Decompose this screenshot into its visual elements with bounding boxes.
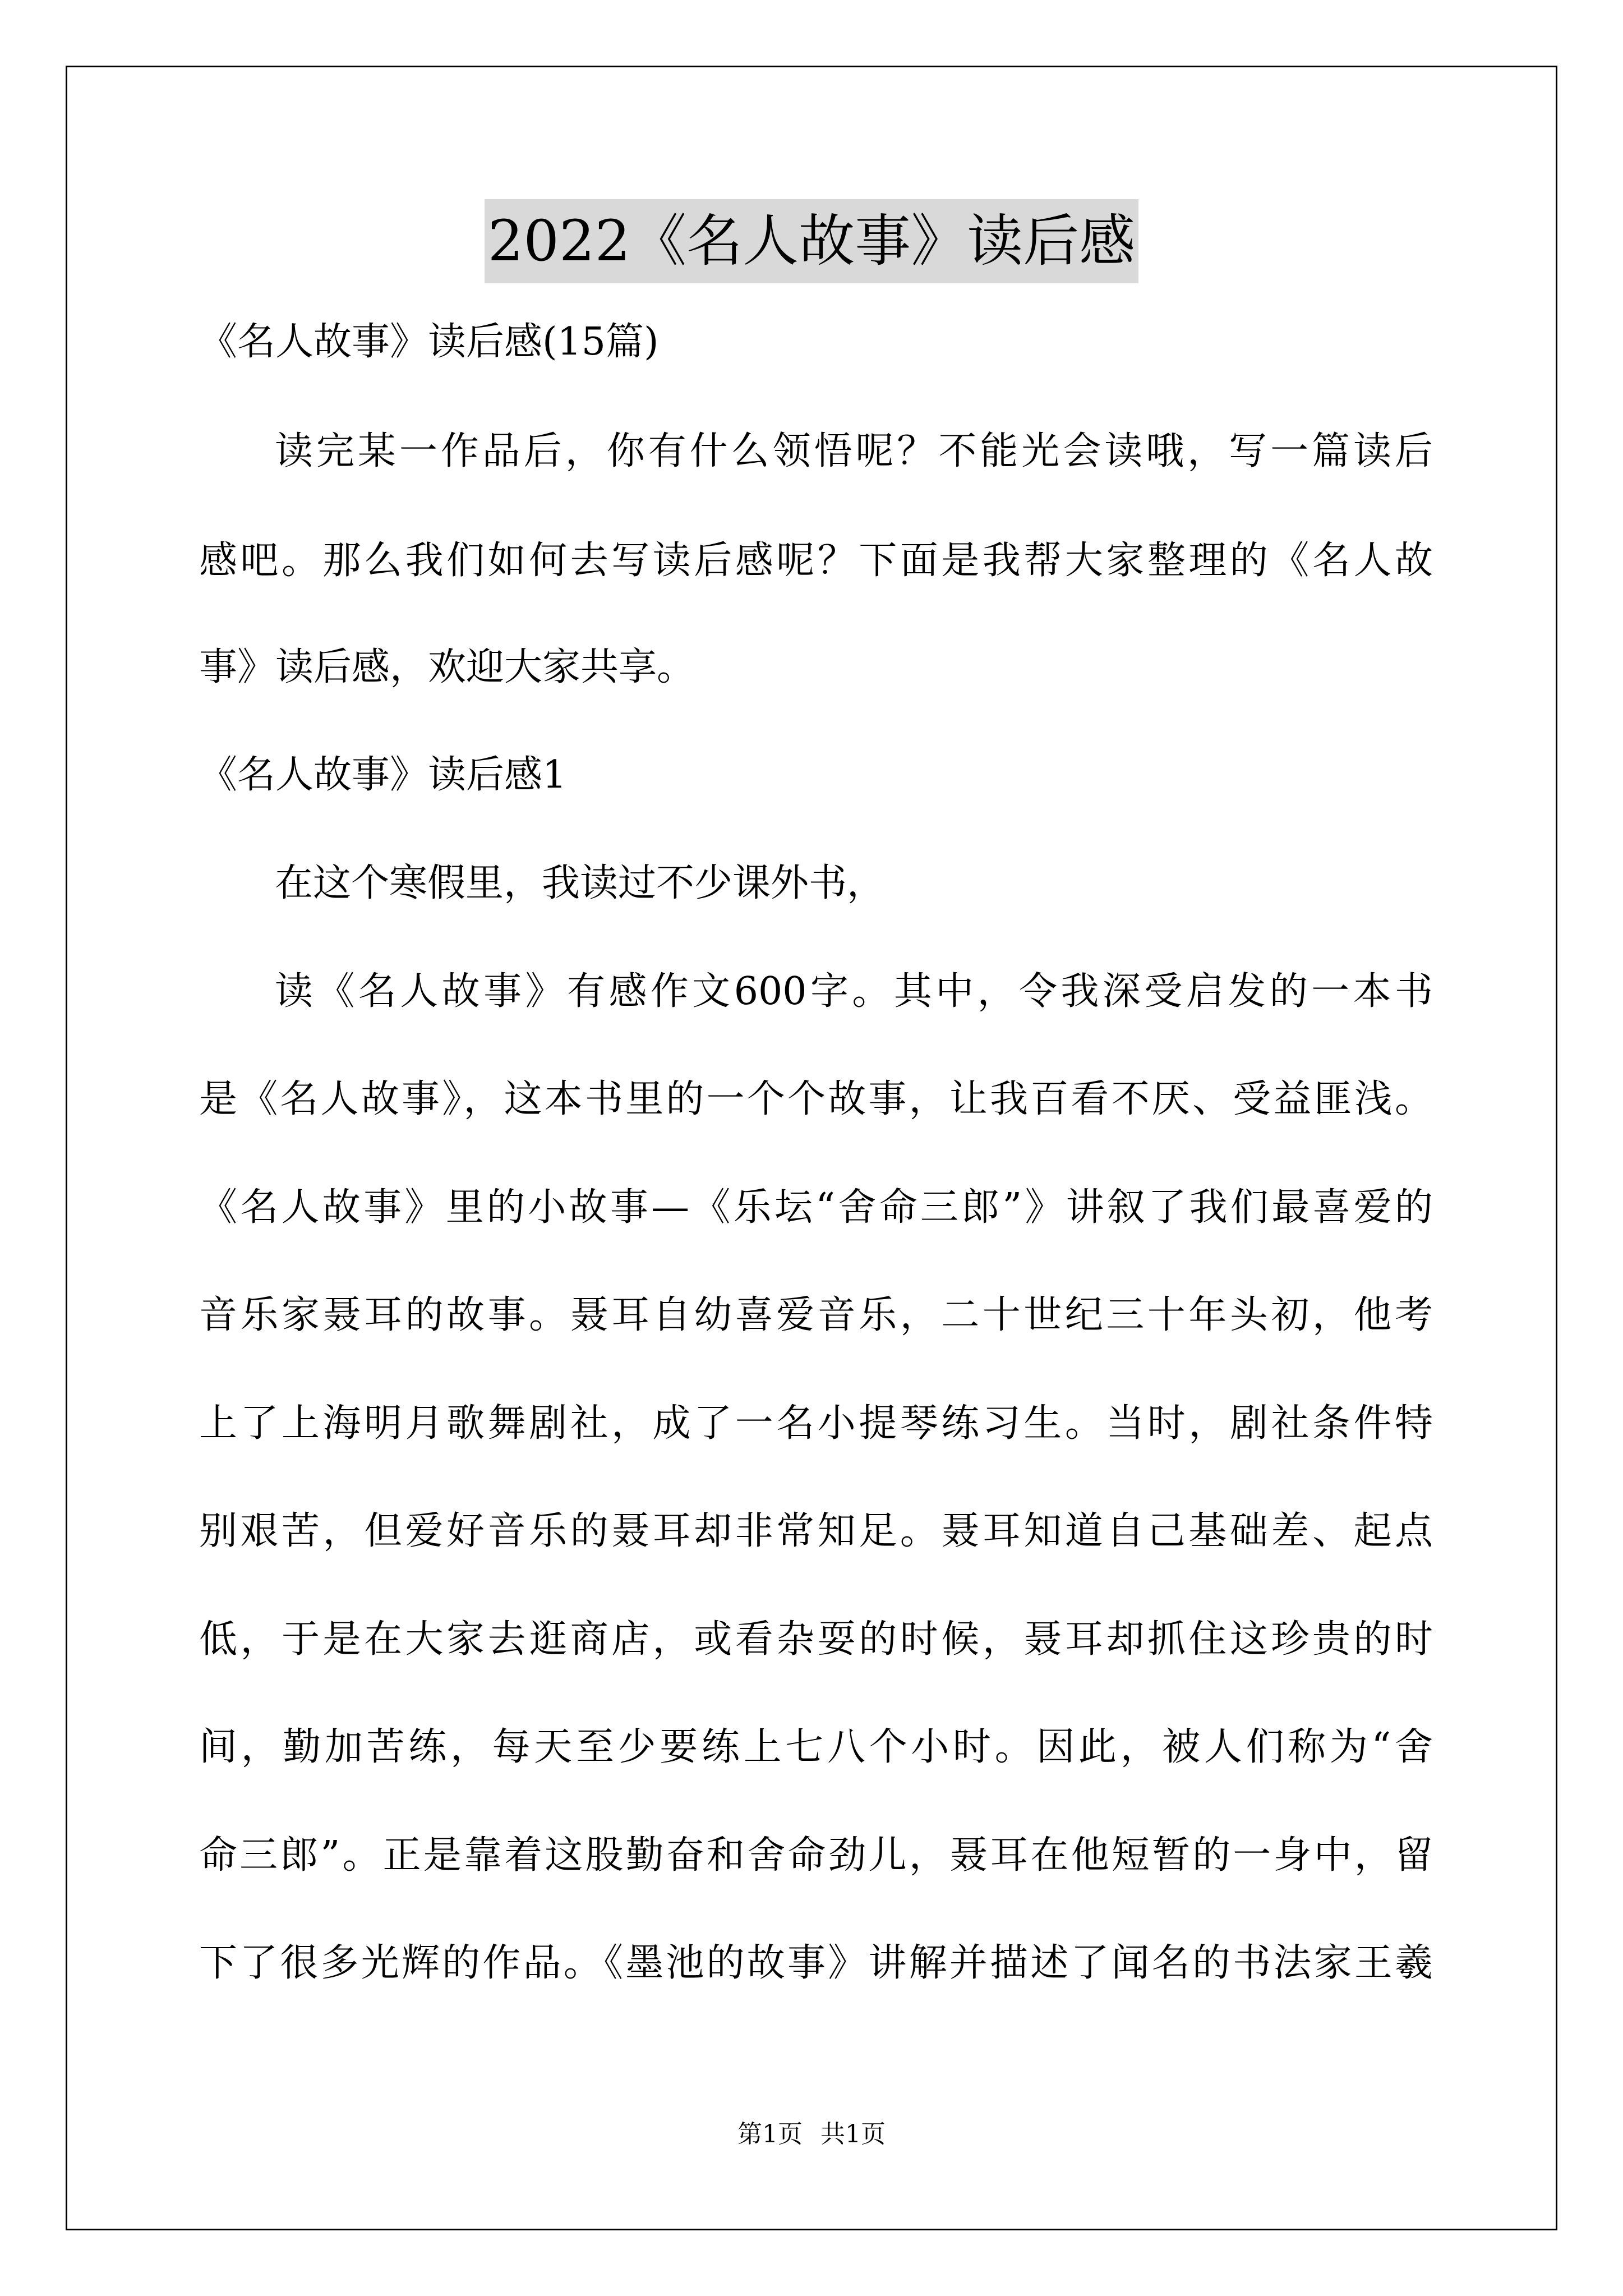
body-line-1: 在这个寒假里，我读过不少课外书， xyxy=(275,861,886,905)
intro-line-1: 读完某一作品后，你有什么领悟呢？不能光会读哦，写一篇读后 xyxy=(275,429,1433,473)
intro-line-3: 事》读后感，欢迎大家共享。 xyxy=(199,645,695,689)
document-subtitle: 《名人故事》读后感(15篇) xyxy=(199,320,659,364)
body-line-7: 别艰苦，但爱好音乐的聂耳却非常知足。聂耳知道自己基础差、起点 xyxy=(199,1509,1433,1553)
body-line-9: 间，勤加苦练，每天至少要练上七八个小时。因此，被人们称为“舍 xyxy=(199,1725,1433,1769)
body-line-11: 下了很多光辉的作品。《墨池的故事》讲解并描述了闻名的书法家王羲 xyxy=(199,1941,1433,1985)
page-number: 第1页 xyxy=(737,2120,803,2148)
body-line-3: 是《名人故事》，这本书里的一个个故事，让我百看不厌、受益匪浅。 xyxy=(199,1077,1433,1121)
body-line-4: 《名人故事》里的小故事—《乐坛“舍命三郎”》讲叙了我们最喜爱的 xyxy=(199,1185,1433,1230)
document-title: 2022《名人故事》读后感 xyxy=(485,199,1139,283)
body-line-8: 低，于是在大家去逛商店，或看杂耍的时候，聂耳却抓住这珍贵的时 xyxy=(199,1617,1433,1662)
page-footer xyxy=(0,2118,1623,2151)
intro-line-2: 感吧。那么我们如何去写读后感呢？下面是我帮大家整理的《名人故 xyxy=(199,539,1433,583)
body-line-2: 读《名人故事》有感作文600字。其中，令我深受启发的一本书 xyxy=(275,969,1433,1014)
page-total: 共1页 xyxy=(820,2120,886,2148)
section-heading: 《名人故事》读后感1 xyxy=(199,753,567,797)
body-line-6: 上了上海明月歌舞剧社，成了一名小提琴练习生。当时，剧社条件特 xyxy=(199,1401,1433,1446)
body-line-10: 命三郎”。正是靠着这股勤奋和舍命劲儿，聂耳在他短暂的一身中，留 xyxy=(199,1833,1433,1878)
page-border xyxy=(66,66,1557,2230)
body-line-5: 音乐家聂耳的故事。聂耳自幼喜爱音乐，二十世纪三十年头初，他考 xyxy=(199,1293,1433,1337)
